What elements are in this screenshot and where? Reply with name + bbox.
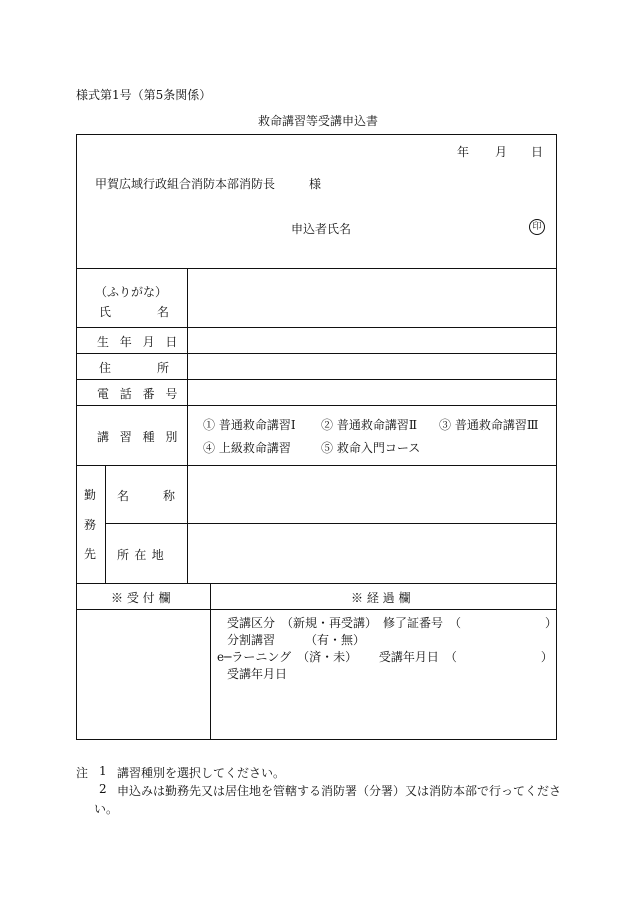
phone-label: 電話番号 [97,387,189,401]
progress-line-2: 分割講習 （有・無） [227,633,366,647]
rule [77,609,556,610]
progress-line-1: 受講区分 （新規・再受講） 修了証番号 （ ） [227,616,558,630]
notes-prefix: 注 [76,766,89,780]
course-type-label: 講習種別 [97,430,189,444]
rule [77,268,556,269]
date-year: 年 [457,145,470,159]
furigana-label: （ふりがな） [95,285,168,299]
name-label-last: 名 [157,305,170,319]
address-label-first: 住 [99,361,112,375]
rule [187,268,188,583]
workplace-location-label: 所在地 [117,548,170,562]
course-option-2: ② 普通救命講習Ⅱ [321,418,417,432]
rule [77,405,556,406]
progress-line-3: e─ラーニング （済・未） 受講年月日 （ ） [217,650,553,664]
reception-header: ※ 受 付 欄 [111,591,171,605]
note-1-number: 1 [99,764,107,778]
birthdate-label: 生年月日 [97,335,189,349]
addressee: 甲賀広域行政組合消防本部消防長 [95,177,276,191]
rule [77,465,556,466]
date-day: 日 [531,145,544,159]
rule [77,379,556,380]
date-month: 月 [495,145,508,159]
honorific: 様 [309,177,322,191]
course-option-1: ① 普通救命講習Ⅰ [203,418,296,432]
workplace-name-label-last: 称 [163,489,176,503]
rule [105,465,106,583]
course-option-4: ④ 上級救命講習 [203,441,291,455]
rule [77,327,556,328]
workplace-label-2: 務 [84,518,97,532]
applicant-name-label: 申込者氏名 [291,222,352,236]
course-option-5: ⑤ 救命入門コース [321,441,421,455]
workplace-label-1: 勤 [84,488,97,502]
rule [210,583,211,739]
note-2-text: 申込みは勤務先又は居住地を管轄する消防署（分署）又は消防本部で行ってくださ [117,784,562,798]
seal-mark: 印 [529,219,545,235]
address-label-last: 所 [157,361,170,375]
note-2-text-continued: い。 [94,802,119,816]
form-title: 救命講習等受講申込書 [258,114,379,128]
workplace-label-3: 先 [84,547,97,561]
progress-line-4: 受講年月日 [227,667,288,681]
name-label-first: 氏 [99,305,112,319]
form-number: 様式第1号（第5条関係） [76,88,212,102]
rule [105,523,556,524]
rule [77,353,556,354]
note-2-number: 2 [99,782,107,796]
progress-header: ※ 経 過 欄 [351,591,411,605]
rule [77,583,556,584]
course-option-3: ③ 普通救命講習Ⅲ [439,418,539,432]
application-form [76,134,557,740]
note-1-text: 講習種別を選択してください。 [117,766,286,780]
workplace-name-label-first: 名 [117,489,130,503]
